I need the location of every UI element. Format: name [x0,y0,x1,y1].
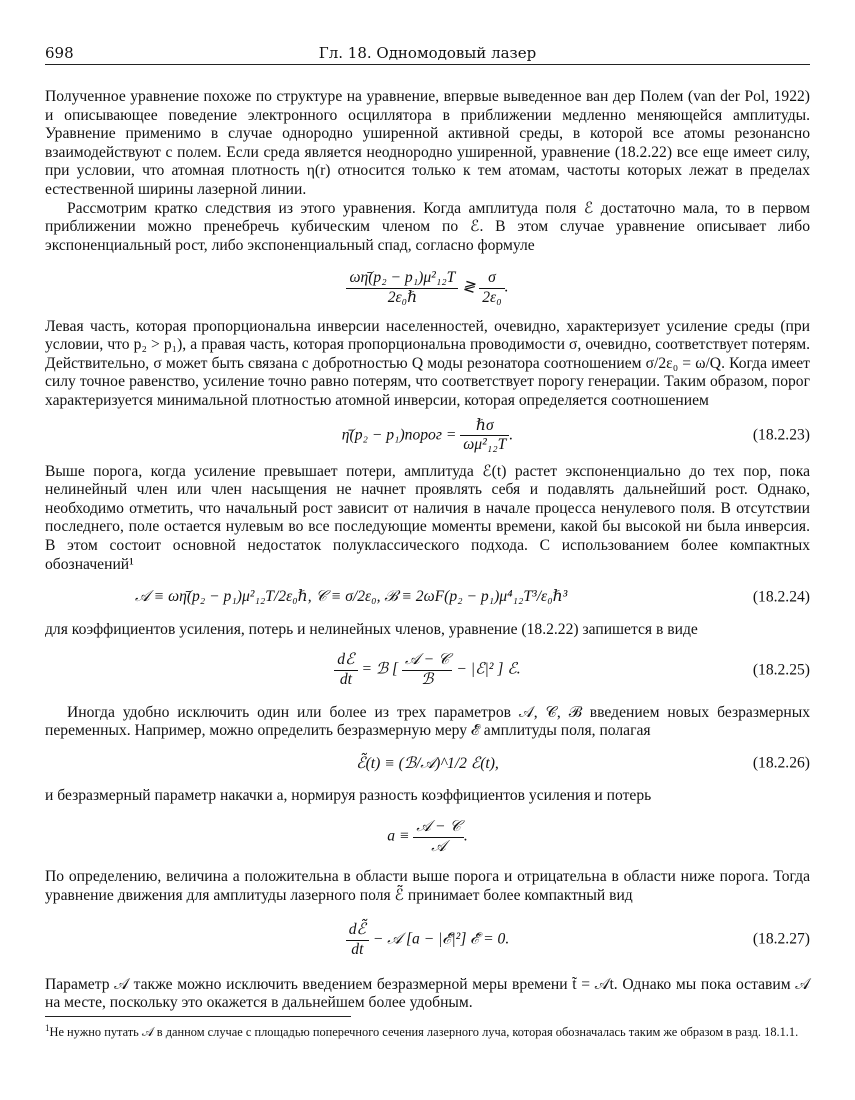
paragraph: Параметр 𝒜 также можно исключить введением безразмерной меры времени t̃ = 𝒜t. Однако мы пока оставим 𝒜 на месте, поскольку это окажется в дальнейшем более удобным. [45,975,810,1012]
equation-18-2-27 [45,921,810,959]
eq-suffix: . [504,279,509,297]
eq-mid: = ℬ [ [361,661,399,679]
body-text [45,88,810,1013]
eq-relation: ≷ [462,279,476,297]
eq-denominator: dt [339,671,352,689]
paragraph: Полученное уравнение похоже по структуре на уравнение, впервые выведенное ван дер Полем (van der Pol, 1922) и описывающее поведение электронного осциллятора в приближении медленно меняющейся амплитуды. Уравнение применимо в случае однородно уширенной активной среды, в которой все атомы резонансно взаимодействуют с полем. Если среда является неоднородно уширенной, уравнение (18.2.22) все еще имеет силу, при условии, что атомная плотность η(r) относится только к тем атомам, частоты которых лежат в пределах естественной ширины лазерной линии. [45,88,810,198]
equation-number: (18.2.23) [752,426,810,444]
equation-18-2-25 [45,651,810,689]
paragraph: Иногда удобно исключить один или более из трех параметров 𝒜, 𝒞, ℬ введением новых безразмерных переменных. Например, можно определить безразмерную меру ℰ̃ амплитуды поля, полагая [45,703,810,740]
equation-threshold-inequality [45,269,810,307]
eq-numerator: 𝒜 − 𝒞 [402,651,452,671]
equation-18-2-24 [45,588,810,607]
eq-numerator: ℏσ [460,417,509,437]
equation-number: (18.2.24) [752,588,810,606]
eq-numerator: 𝒜 − 𝒞 [413,818,463,838]
equation-number: (18.2.27) [752,931,810,949]
equation-pump-parameter [45,818,810,856]
equation-number: (18.2.25) [752,661,810,679]
eq-suffix: . [463,827,468,845]
eq-suffix: . [509,426,514,444]
paragraph: и безразмерный параметр накачки a, нормируя разность коэффициентов усиления и потерь [45,787,652,805]
eq-lhs: a ≡ [387,827,410,845]
running-header [45,44,810,66]
eq-lhs: η̄(p₂ − p₁)порог = [341,426,457,444]
equation-number: (18.2.26) [752,754,810,772]
paragraph: Выше порога, когда усиление превышает потери, амплитуда ℰ(t) растет экспоненциально до тех пор, пока нелинейный член или член насыщения не начнет проявлять себя и подавлять дальнейший рост. Однако, необходимо отметить, что начальный рост зависит от наличия в начале процесса ненулевого поля. В отсутствии последнего, поле остается нулевым во все последующие моменты времени, какой бы высокой ни была инверсия. В этом состоит основной недостаток полуклассического подхода. С использованием более компактных обозначений¹ [45,462,810,573]
eq-denominator: 2ε₀ [482,288,502,306]
paragraph: для коэффициентов усиления, потерь и нелинейных членов, уравнение (18.2.22) запишется в виде [45,620,698,638]
eq-rest: − |ℰ|² ] ℰ. [456,661,521,679]
paragraph: Рассмотрим кратко следствия из этого уравнения. Когда амплитуда поля ℰ достаточно мала, то в первом приближении можно пренебречь кубическим членом по ℰ. В этом случае уравнение описывает либо экспоненциальный рост, либо экспоненциальный спад, согласно формуле [45,199,810,254]
eq-denominator: 𝒜 [431,837,446,855]
paragraph: По определению, величина a положительна в области выше порога и отрицательна в области ниже порога. Тогда уравнение движения для амплитуды лазерного поля ℰ̃ принимает более компактный вид [45,868,810,904]
footnote [45,1021,810,1040]
chapter-title: Гл. 18. Одномодовый лазер [318,44,537,62]
footnote-mark: 1 [45,1023,50,1033]
eq-denominator: dt [351,940,364,958]
eq-numerator: σ [479,269,504,289]
eq-text: 𝒜 ≡ ωη̄(p₂ − p₁)μ²₁₂T/2ε₀ℏ, 𝒞 ≡ σ/2ε₀, ℬ ≡ 2ωF(p₂ − p₁)μ⁴₁₂T³/ε₀ℏ³ [135,588,568,606]
eq-numerator: dℰ̃ [346,921,369,941]
eq-text: ℰ̃(t) ≡ (ℬ/𝒜)^1/2 ℰ(t), [356,754,499,772]
eq-rest: − 𝒜 [a − |ℰ̃|²] ℰ̃ = 0. [372,931,510,949]
footnote-text: Не нужно путать 𝒜 в данном случае с площадью поперечного сечения лазерного луча, которая обозначалась таким же образом в разд. 18.1.1. [49,1025,799,1040]
eq-numerator: dℰ [334,651,357,671]
eq-denominator: ωμ²₁₂T [463,436,507,454]
eq-denominator: ℬ [421,671,434,689]
footnote-rule [45,1016,351,1017]
paragraph: Левая часть, которая пропорциональна инверсии населенностей, очевидно, характеризует усиление среды (при условии, что p₂ > p₁), а правая часть, которая пропорциональна проводимости σ, очевидно, соответствует потерям. Действительно, σ может быть связана с добротностью Q моды резонатора соотношением σ/2ε₀ = ω/Q. Когда имеет силу точное равенство, усиление точно равно потерям, что соответствует порогу генерации. Таким образом, порог характеризуется минимальной плотностью атомной инверсии, которая определяется соотношением [45,317,810,409]
page-number: 698 [45,44,74,62]
eq-denominator: 2ε₀ℏ [387,288,418,306]
equation-18-2-23 [45,417,810,455]
eq-numerator: ωη̄(p₂ − p₁)μ²₁₂T [346,269,458,289]
header-rule [45,64,810,65]
equation-18-2-26 [45,755,810,774]
